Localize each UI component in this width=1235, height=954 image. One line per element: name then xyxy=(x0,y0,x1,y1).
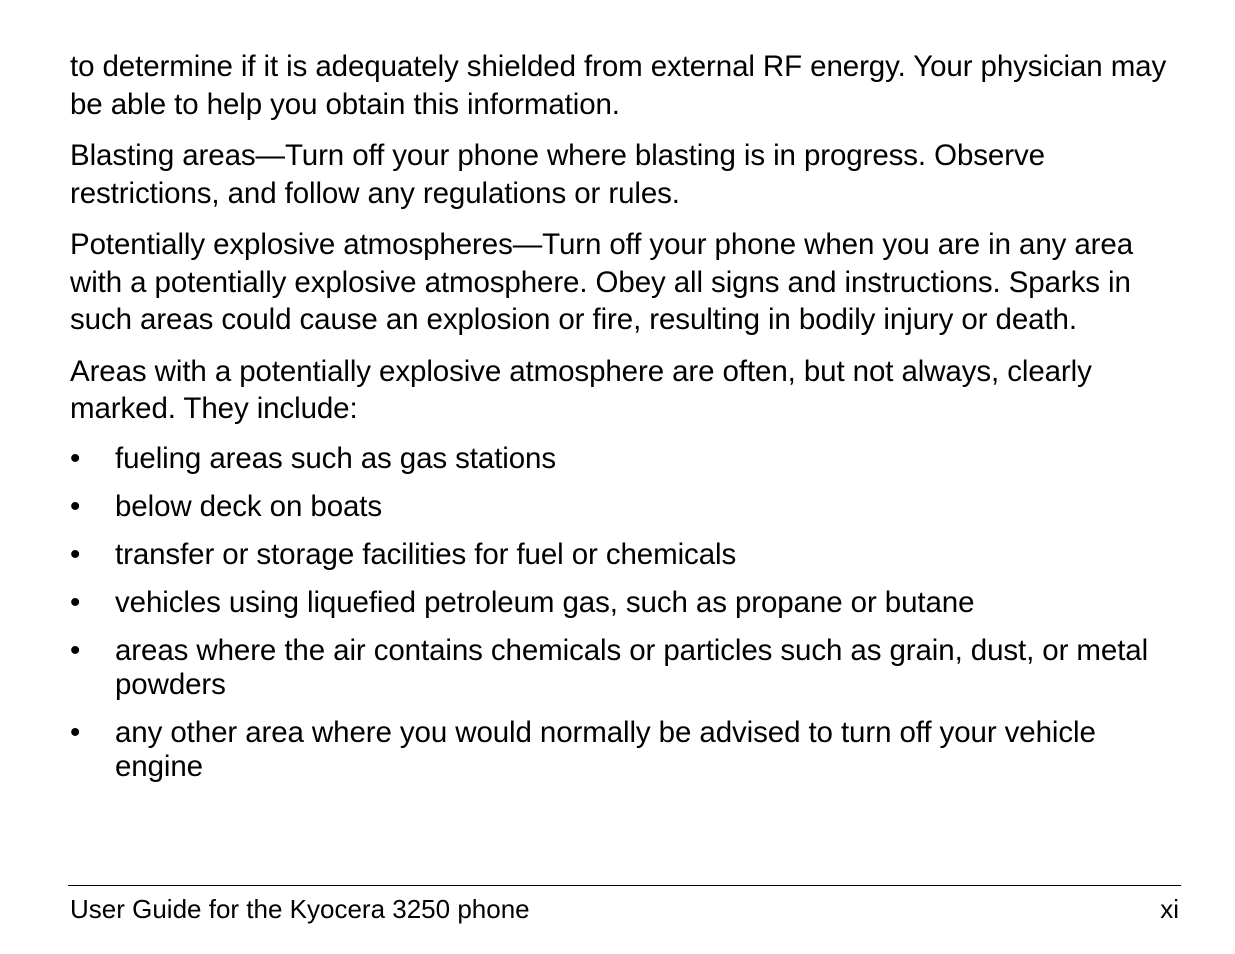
paragraph-blasting-areas: Blasting areas—Turn off your phone where blasting is in progress. Observe restrictions, and follow any regulations or rules. xyxy=(70,139,1045,210)
bullet-icon: • xyxy=(70,441,81,475)
list-item-text: any other area where you would normally be advised to turn off your vehicle engine xyxy=(115,715,1096,783)
bullet-icon: • xyxy=(70,585,81,619)
list-item-text: transfer or storage facilities for fuel or chemicals xyxy=(115,537,737,571)
bullet-icon: • xyxy=(70,489,81,523)
bullet-icon: • xyxy=(70,537,81,571)
page-footer xyxy=(70,893,1179,925)
page-number: xi xyxy=(1160,894,1179,924)
footer-divider xyxy=(68,885,1181,886)
list-item-text: vehicles using liquefied petroleum gas, such as propane or butane xyxy=(115,585,975,619)
paragraph-physician: to determine if it is adequately shielded from external RF energy. Your physician may be able to help you obtain this information. xyxy=(70,50,1167,121)
paragraph-explosive-atmospheres: Potentially explosive atmospheres—Turn off your phone when you are in any area with a potentially explosive atmosphere. Obey all signs and instructions. Sparks in such areas could cause an explosion or fire, resulting in bodily injury or death. xyxy=(70,228,1134,336)
bullet-list xyxy=(70,442,1182,784)
list-item xyxy=(70,442,1182,476)
list-item xyxy=(70,634,1182,702)
list-item xyxy=(70,490,1182,524)
paragraph-areas-intro: Areas with a potentially explosive atmosphere are often, but not always, clearly marked. They include: xyxy=(70,354,1092,425)
page-body xyxy=(70,48,1182,798)
footer-title: User Guide for the Kyocera 3250 phone xyxy=(70,894,530,924)
list-item-text: areas where the air contains chemicals or particles such as grain, dust, or metal powders xyxy=(115,633,1149,701)
list-item xyxy=(70,538,1182,572)
list-item xyxy=(70,716,1182,784)
list-item xyxy=(70,586,1182,620)
bullet-icon: • xyxy=(70,633,81,667)
list-item-text: below deck on boats xyxy=(115,489,383,523)
bullet-icon: • xyxy=(70,715,81,749)
list-item-text: fueling areas such as gas stations xyxy=(115,441,557,475)
